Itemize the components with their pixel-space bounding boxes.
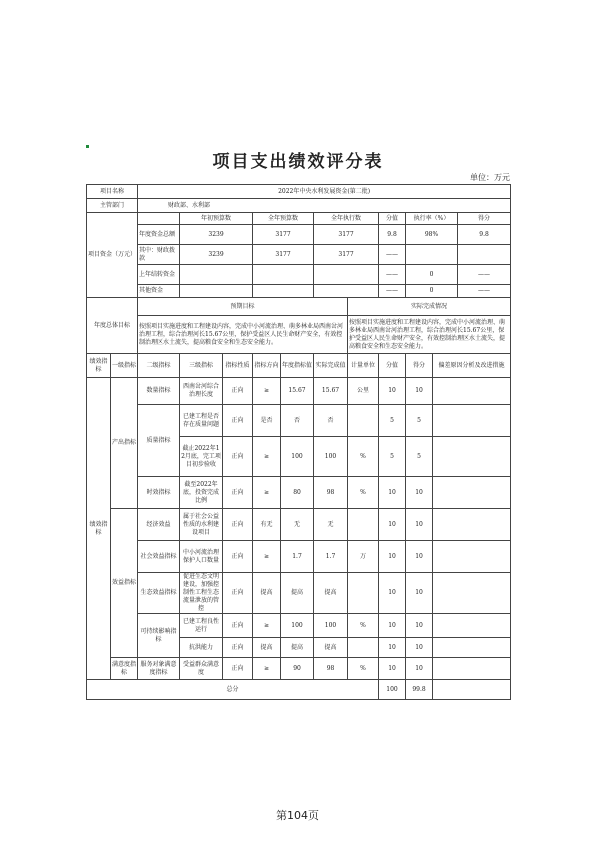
level3-label: 截至2022年底，投资完成比例 [180,477,223,509]
actual-cell: 提高 [314,573,348,614]
note-cell [433,638,511,658]
expected-goal-header: 预期目标 [138,298,348,316]
direction-cell: 是否 [253,405,281,437]
unit-cell: % [348,614,379,638]
nature-cell: 正向 [223,378,253,405]
score-cell: 10 [406,573,433,614]
target-cell: 无 [281,509,314,541]
level2-label: 社会效益指标 [138,541,180,573]
note-cell [433,509,511,541]
level3-label: 截止2022年12月底，完工项目初步验收 [180,437,223,477]
funding-cell [180,285,253,298]
nature-cell: 正向 [223,509,253,541]
score-cell: 5 [406,405,433,437]
direction-cell: 有无 [253,509,281,541]
funding-header: 全年执行数 [314,213,379,225]
direction-cell: ≥ [253,541,281,573]
level3-label: 受益群众满意度 [180,658,223,680]
nature-cell: 正向 [223,614,253,638]
performance-table [86,184,511,700]
nature-cell: 正向 [223,541,253,573]
funding-header: 分值 [379,213,406,225]
note-cell [433,614,511,638]
unit-cell: 万 [348,541,379,573]
funding-cell: —— [379,285,406,298]
funding-cell: —— [379,245,406,265]
indicator-header: 二级指标 [138,354,180,378]
level2-label: 经济效益 [138,509,180,541]
funding-row-label: 上年结转资金 [138,265,180,285]
total-score: 99.8 [406,680,433,700]
target-cell: 90 [281,658,314,680]
nature-cell: 正向 [223,477,253,509]
level3-label: 抗洪能力 [180,638,223,658]
target-cell: 100 [281,614,314,638]
actual-cell: 1.7 [314,541,348,573]
direction-cell: ≥ [253,658,281,680]
level1-benefit: 效益指标 [111,509,138,658]
level3-label: 西南岔河综合治理长度 [180,378,223,405]
actual-cell: 100 [314,614,348,638]
total-note [433,680,511,700]
page-number: 第104页 [276,809,319,822]
direction-cell: 提高 [253,573,281,614]
indicator-header: 得分 [406,354,433,378]
actual-cell: 15.67 [314,378,348,405]
funding-header: 全年预算数 [253,213,314,225]
funding-label: 项目资金（万元） [87,213,138,298]
level2-label: 生态效益指标 [138,573,180,614]
unit-cell: % [348,437,379,477]
level1-satisfaction: 满意度指标 [111,658,138,680]
indicator-header: 指标方向 [253,354,281,378]
nature-cell: 正向 [223,437,253,477]
level3-label: 中小河流治理保护人口数量 [180,541,223,573]
funding-cell: —— [458,265,511,285]
funding-cell: 0 [406,285,458,298]
weight-cell: 10 [379,477,406,509]
target-cell: 提高 [281,573,314,614]
direction-cell: ≥ [253,378,281,405]
level2-label: 可持续影响指标 [138,614,180,658]
funding-cell [253,285,314,298]
funding-cell [253,265,314,285]
nature-cell: 正向 [223,405,253,437]
note-cell [433,437,511,477]
funding-cell: 3177 [253,245,314,265]
funding-cell: 3177 [253,225,314,245]
direction-cell: ≥ [253,614,281,638]
unit-cell: % [348,477,379,509]
dept-label: 主管部门 [87,199,138,213]
nature-cell: 正向 [223,638,253,658]
weight-cell: 10 [379,378,406,405]
target-cell: 否 [281,405,314,437]
indicator-header: 实际完成值 [314,354,348,378]
funding-cell [180,265,253,285]
level3-label: 促进生态文明建设，加强控制性工程生态流量泄放的管控 [180,573,223,614]
note-cell [433,658,511,680]
actual-cell: 98 [314,658,348,680]
total-weight: 100 [379,680,406,700]
level2-label: 时效指标 [138,477,180,509]
note-cell [433,541,511,573]
level2-label: 服务对象满意度指标 [138,658,180,680]
indicator-header: 三级指标 [180,354,223,378]
funding-cell [458,245,511,265]
expected-goal-text: 按照项目实施进度和工程建设内容，完成中小河流治理、萌多林业局西南岔河治理工程，综合治理河长15.67公里，保护受益区人民生命财产安全，有效控制治理区水土流失，提高粮食安全和生态安全能力。 [138,316,348,354]
perf-header: 绩效指标 [87,354,111,378]
weight-cell: 10 [379,573,406,614]
unit-cell [348,405,379,437]
score-cell: 10 [406,614,433,638]
funding-cell: —— [458,285,511,298]
weight-cell: 10 [379,658,406,680]
score-cell: 5 [406,437,433,477]
score-cell: 10 [406,477,433,509]
unit-cell [348,573,379,614]
score-cell: 10 [406,509,433,541]
page-title: 项目支出绩效评分表 [212,152,384,172]
funding-header: 执行率（%） [406,213,458,225]
target-cell: 提高 [281,638,314,658]
funding-cell: 3177 [314,245,379,265]
indicator-header: 指标性质 [223,354,253,378]
indicator-header: 一级指标 [111,354,138,378]
level1-output: 产出指标 [111,378,138,509]
level3-label: 已建工程是否存在质量问题 [180,405,223,437]
weight-cell: 10 [379,541,406,573]
nature-cell: 正向 [223,573,253,614]
funding-row-label: 其他资金 [138,285,180,298]
score-cell: 10 [406,638,433,658]
dept-value: 财政部、水利部 [138,199,511,213]
indicator-header: 偏差原因分析及改进措施 [433,354,511,378]
overall-goal-label: 年度总体目标 [87,298,138,354]
note-cell [433,378,511,405]
level2-label: 质量指标 [138,405,180,477]
funding-header: 得分 [458,213,511,225]
note-cell [433,573,511,614]
actual-cell: 提高 [314,638,348,658]
nature-cell: 正向 [223,658,253,680]
target-cell: 1.7 [281,541,314,573]
funding-header: 年初预算数 [180,213,253,225]
indicator-header: 年度指标值 [281,354,314,378]
unit-cell: 公里 [348,378,379,405]
funding-row-label: 年度资金总额 [138,225,180,245]
score-cell: 10 [406,541,433,573]
level3-label: 已建工程良性运行 [180,614,223,638]
project-name-value: 2022年中央水利发展资金(第二批) [138,185,511,199]
direction-cell: ≥ [253,437,281,477]
target-cell: 100 [281,437,314,477]
funding-blank [138,213,180,225]
note-cell [433,477,511,509]
direction-cell: ≥ [253,477,281,509]
unit-cell: % [348,658,379,680]
score-cell: 10 [406,378,433,405]
funding-cell: 9.8 [458,225,511,245]
funding-cell: —— [379,265,406,285]
unit-label: 单位：万元 [470,173,510,182]
funding-cell [314,285,379,298]
actual-cell: 100 [314,437,348,477]
note-cell [433,405,511,437]
funding-cell: 3177 [314,225,379,245]
direction-cell: 提高 [253,638,281,658]
funding-cell: 0 [406,265,458,285]
weight-cell: 5 [379,437,406,477]
actual-result-text: 按照项目实施进度和工程建设内容，完成中小河流治理、萌多林业局西南岔河治理工程，综合治理河长15.67公里，保护受益区人民生命财产安全，有效控制治理区水土流失，提高粮食安全和生态安全能力。 [348,316,511,354]
indicator-header: 计量单位 [348,354,379,378]
project-name-label: 项目名称 [87,185,138,199]
level2-label: 数量指标 [138,378,180,405]
level3-label: 属于社会公益性质的水利建设项目 [180,509,223,541]
weight-cell: 10 [379,614,406,638]
total-label: 总分 [87,680,379,700]
weight-cell: 5 [379,405,406,437]
weight-cell: 10 [379,509,406,541]
target-cell: 15.67 [281,378,314,405]
actual-cell: 无 [314,509,348,541]
funding-cell [314,265,379,285]
target-cell: 80 [281,477,314,509]
perf-label: 绩效指标 [87,378,111,680]
indicator-header: 分值 [379,354,406,378]
actual-cell: 98 [314,477,348,509]
funding-cell: 3239 [180,245,253,265]
funding-row-label: 其中：财政拨款 [138,245,180,265]
unit-cell [348,638,379,658]
funding-cell: 98% [406,225,458,245]
actual-cell: 否 [314,405,348,437]
funding-cell: 9.8 [379,225,406,245]
funding-cell [406,245,458,265]
funding-cell: 3239 [180,225,253,245]
actual-result-header: 实际完成情况 [348,298,511,316]
score-cell: 10 [406,658,433,680]
unit-cell [348,509,379,541]
weight-cell: 10 [379,638,406,658]
